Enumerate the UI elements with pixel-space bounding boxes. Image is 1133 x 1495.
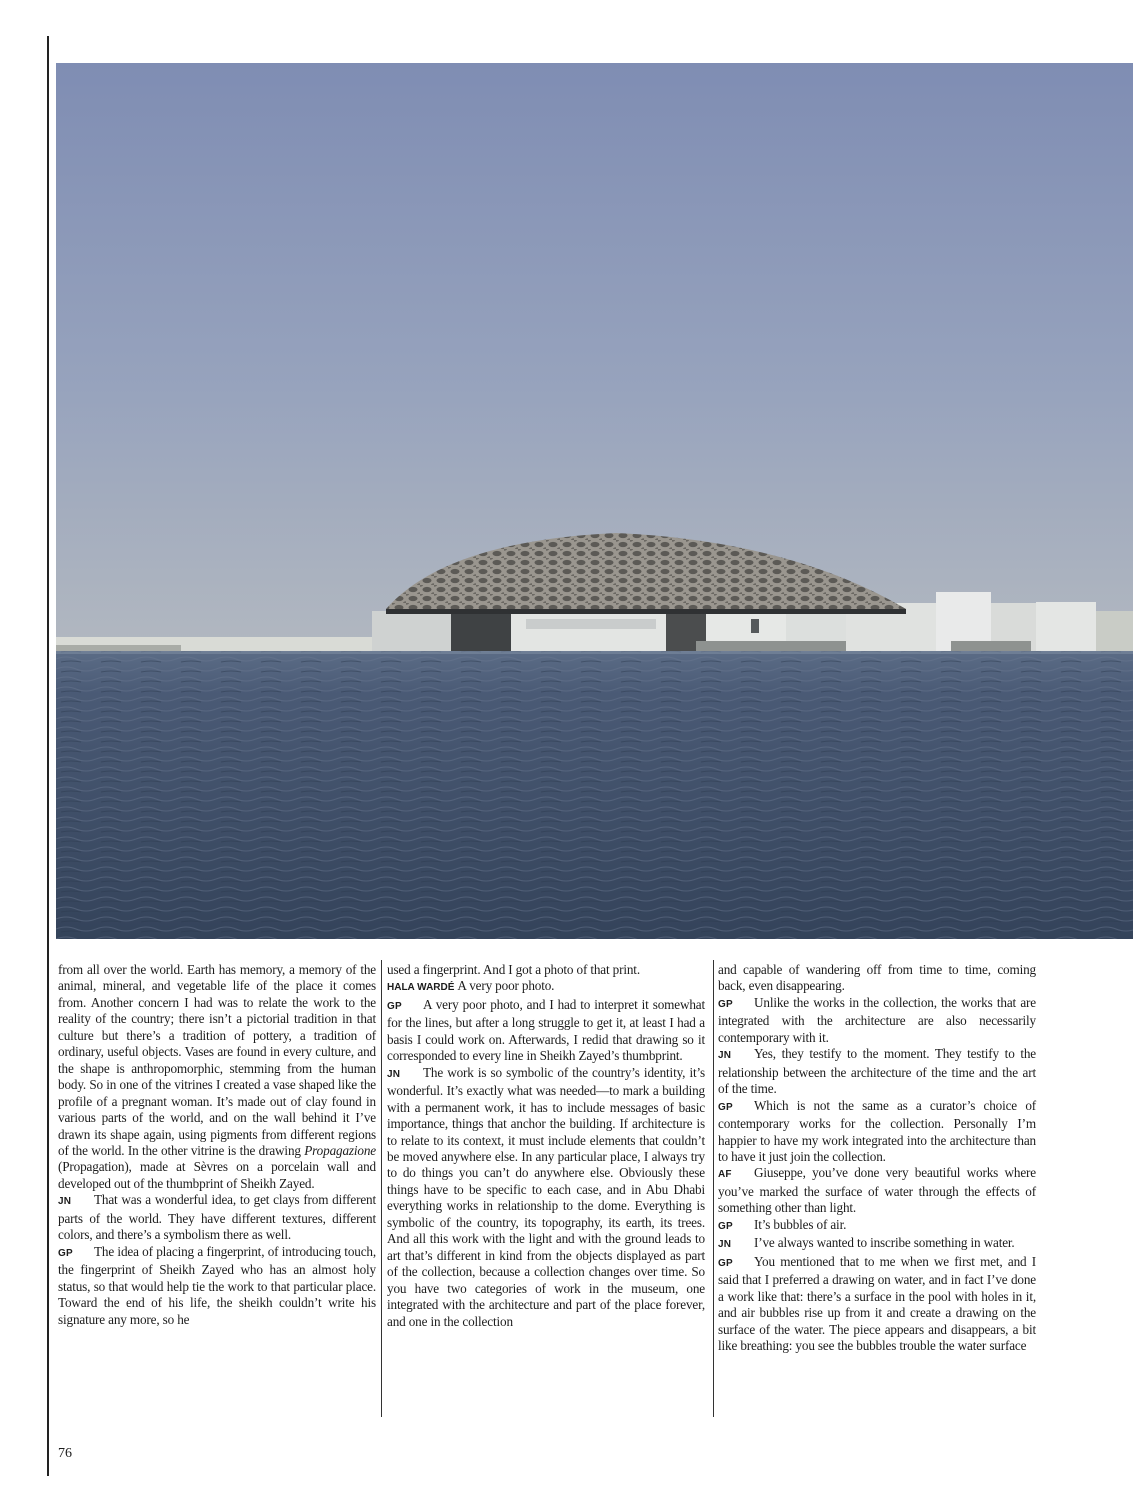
paragraph-text: Unlike the works in the collection, the works that are integrated with the architecture are also necessarily contemporary with it.: [718, 994, 1036, 1045]
speaker-label: JN: [387, 1068, 401, 1080]
paragraph-text: from all over the world. Earth has memory, a memory of the animal, mineral, and vegetable life of the place it comes from. Another concern I had was to relate the work to the reality of the country; there isn’t a pictorial tradition in that culture but there’s a tradition of pottery, a tradition of ordinary, useful objects. Vases are found in every culture, and the shape is anthropomorphic, stemming from the human body. So in one of the vitrines I created a vase shaped like the profile of a pregnant woman. It’s made out of clay found in various parts of the world, and on the wall behind it I’ve drawn its shape again, using pigments from different regions of the world. In the other vitrine is the drawing: [58, 962, 376, 1158]
paragraph-text: It’s bubbles of air.: [754, 1216, 847, 1232]
paragraph-text: used a fingerprint. And I got a photo of that print.: [387, 962, 640, 977]
paragraph-text: That was a wonderful idea, to get clays from different parts of the world. They have different textures, different colors, and there’s a symbolism there as well.: [58, 1192, 376, 1243]
paragraph: [718, 1254, 1036, 1355]
speaker-label: JN: [58, 1196, 72, 1208]
paragraph: [58, 1244, 376, 1328]
artwork-title: Propagazione: [304, 1142, 376, 1158]
paragraph-text: Which is not the same as a curator’s choice of contemporary works for the collection. Personally I’m happier to have my work integrated into the architecture than to have it just join the collection.: [718, 1097, 1036, 1164]
column-rule: [713, 960, 714, 1417]
speaker-label: GP: [387, 1000, 402, 1012]
paragraph: [718, 1046, 1036, 1097]
photo-illustration: [56, 63, 1133, 939]
speaker-label: GP: [718, 998, 733, 1010]
paragraph-text: A very poor photo.: [457, 978, 555, 994]
paragraph-text: You mentioned that to me when we first met, and I said that I preferred a drawing on water, and in fact I’ve done a work like that: there’s a surface in the pool with holes in it, and air bubbles rise up from it and create a drawing on the surface of the water. The piece appears and disappears, a bit like breathing: you see the bubbles trouble the water surface: [718, 1253, 1036, 1353]
paragraph-text: (Propagation), made at Sèvres on a porcelain wall and developed out of the thumbprint of Sheikh Zayed.: [58, 1159, 376, 1191]
speaker-label: JN: [718, 1050, 732, 1062]
speaker-label: GP: [718, 1257, 733, 1269]
paragraph: [387, 997, 705, 1065]
speaker-label: GP: [718, 1101, 733, 1113]
text-column-1: [58, 962, 376, 1328]
speaker-label: GP: [58, 1247, 73, 1259]
paragraph: [387, 978, 705, 996]
paragraph: [718, 1235, 1036, 1253]
speaker-label: JN: [718, 1239, 732, 1251]
paragraph-text: A very poor photo, and I had to interpret it somewhat for the lines, but after a long struggle to get it, at least I had a basis I could work on. Afterwards, I redid that drawing so it corresponded to every line in Sheikh Zayed’s thumbprint.: [387, 996, 705, 1064]
speaker-label: GP: [718, 1220, 733, 1232]
speaker-label: AF: [718, 1169, 732, 1181]
paragraph-text: I’ve always wanted to inscribe something in water.: [754, 1235, 1015, 1251]
paragraph: [58, 1192, 376, 1243]
text-column-3: [718, 962, 1036, 1354]
text-column-2: [387, 962, 705, 1330]
paragraph: [718, 962, 1036, 995]
paragraph: [718, 995, 1036, 1046]
paragraph: [387, 962, 705, 978]
museum-dome-photo: [56, 63, 1133, 939]
speaker-label: HALA WARDÉ: [387, 982, 455, 994]
paragraph-text: Yes, they testify to the moment. They testify to the relationship between the architecture of the time and the art of the time.: [718, 1046, 1036, 1097]
paragraph: [58, 962, 376, 1192]
paragraph: [718, 1165, 1036, 1216]
paragraph-text: and capable of wandering off from time to time, coming back, even disappearing.: [718, 962, 1036, 994]
paragraph-text: The idea of placing a fingerprint, of introducing touch, the fingerprint of Sheikh Zayed who has an almost holy status, so that would help tie the work to that particular place. Toward the end of his life, the sheikh couldn’t write his signature any more, so he: [58, 1243, 376, 1327]
paragraph: [718, 1098, 1036, 1166]
paragraph-text: Giuseppe, you’ve done very beautiful works where you’ve marked the surface of water through the effects of something other than light.: [718, 1165, 1036, 1216]
paragraph-text: The work is so symbolic of the country’s identity, it’s wonderful. It’s exactly what was needed—to mark a building with a permanent work, it has to include messages of basic importance, things that anchor the building. If architecture is to relate to its context, it must include elements that couldn’t be moved anywhere else. In any particular place, I always try to do things you can’t do anywhere else. Obviously these things have to be specific to each case, and in Abu Dhabi everything works in relationship to the dome. Everything is symbolic of the country, its topography, its earth, its trees. And all this work with the light and with the ground leads to art that’s different in kind from the objects displayed as part of the collection, because a collection changes over time. So you have two categories of work in the museum, one integrated with the architecture and part of the place forever, and one in the collection: [387, 1064, 705, 1329]
page-number: 76: [58, 1446, 72, 1461]
page-margin-rule: [47, 36, 49, 1476]
paragraph: [387, 1065, 705, 1330]
column-rule: [381, 960, 382, 1417]
paragraph: [718, 1217, 1036, 1235]
